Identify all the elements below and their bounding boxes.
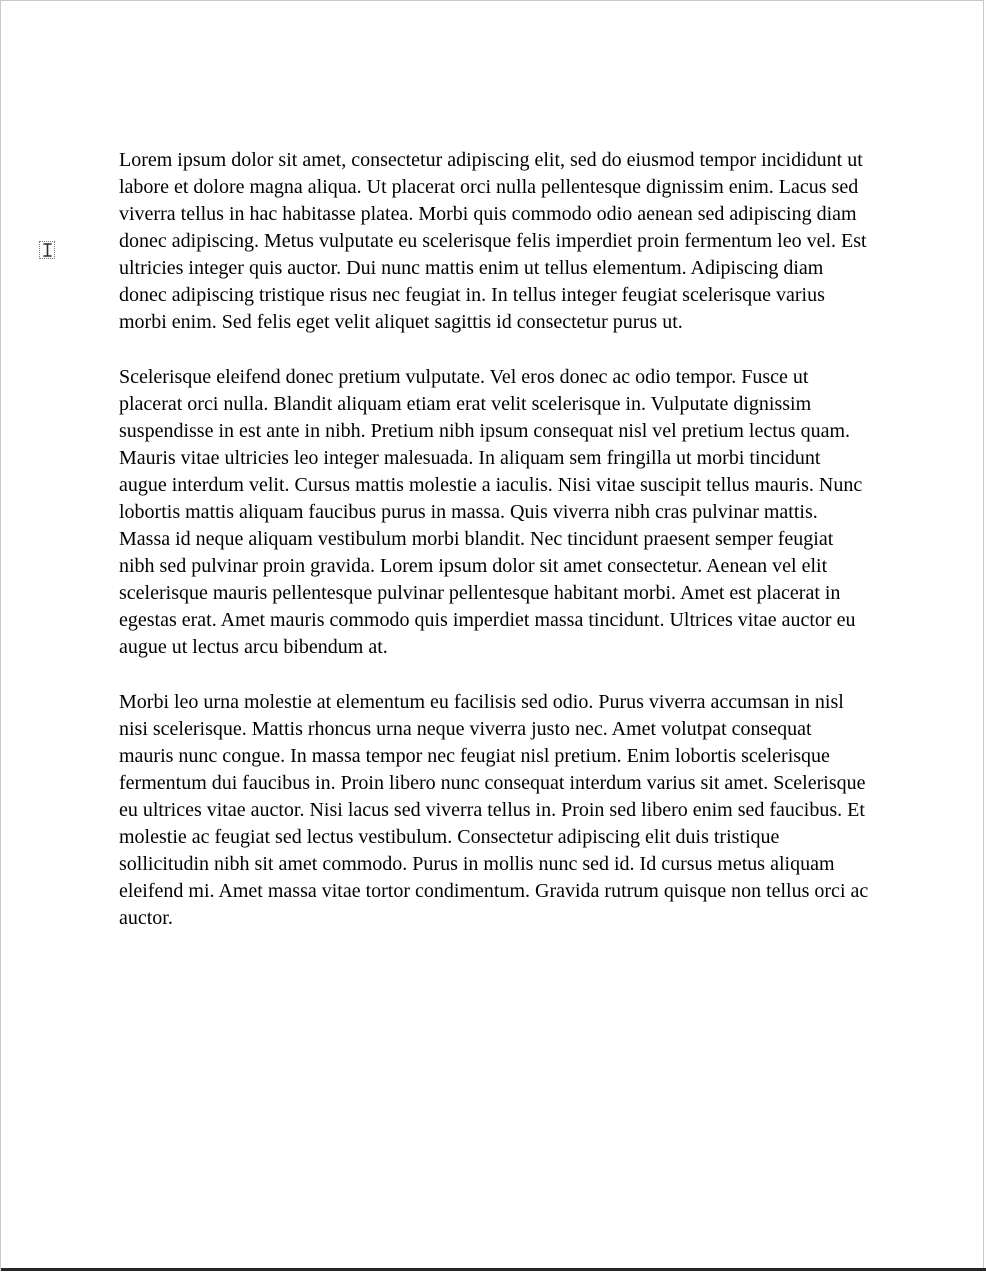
text-cursor-icon (39, 241, 55, 259)
paragraph-1[interactable]: Lorem ipsum dolor sit amet, consectetur adipiscing elit, sed do eiusmod tempor incididunt ut labore et dolore magna aliqua. Ut placerat orci nulla pellentesque dignissim enim. Lacus sed viverra tellus in hac habitasse platea. Morbi quis commodo odio aenean sed adipiscing diam donec adipiscing. Metus vulputate eu scelerisque felis imperdiet proin fermentum leo vel. Est ultricies integer quis auctor. Dui nunc mattis enim ut tellus elementum. Adipiscing diam donec adipiscing tristique risus nec feugiat in. In tellus integer feugiat scelerisque varius morbi enim. Sed felis eget velit aliquet sagittis id consectetur purus ut. (119, 149, 867, 333)
i-beam-glyph (42, 243, 53, 257)
paragraph-3[interactable]: Morbi leo urna molestie at elementum eu facilisis sed odio. Purus viverra accumsan in nisl nisi scelerisque. Mattis rhoncus urna neque viverra justo nec. Amet volutpat consequat mauris nunc congue. In massa tempor nec feugiat nisl pretium. Enim lobortis scelerisque fermentum dui faucibus in. Proin libero nunc consequat interdum varius sit amet. Scelerisque eu ultrices vitae auctor. Nisi lacus sed viverra tellus in. Proin sed libero enim sed faucibus. Et molestie ac feugiat sed lectus vestibulum. Consectetur adipiscing elit duis tristique sollicitudin nibh sit amet commodo. Purus in mollis nunc sed id. Id cursus metus aliquam eleifend mi. Amet massa vitae tortor condimentum. Gravida rutrum quisque non tellus orci ac auctor. (119, 691, 869, 929)
paragraph-2[interactable]: Scelerisque eleifend donec pretium vulputate. Vel eros donec ac odio tempor. Fusce ut placerat orci nulla. Blandit aliquam etiam erat velit scelerisque in. Vulputate dignissim suspendisse in est ante in nibh. Pretium nibh ipsum consequat nisl vel pretium lectus quam. Mauris vitae ultricies leo integer malesuada. In aliquam sem fringilla ut morbi tincidunt augue interdum velit. Cursus mattis molestie a iaculis. Nisi vitae suscipit tellus mauris. Nunc lobortis mattis aliquam faucibus purus in massa. Quis viverra nibh cras pulvinar mattis. Massa id neque aliquam vestibulum morbi blandit. Nec tincidunt praesent semper feugiat nibh sed pulvinar proin gravida. Lorem ipsum dolor sit amet consectetur. Aenean vel elit scelerisque mauris pellentesque pulvinar pellentesque habitant morbi. Amet est placerat in egestas erat. Amet mauris commodo quis imperdiet massa tincidunt. Ultrices vitae auctor eu augue ut lectus arcu bibendum at. (119, 366, 863, 658)
page-bottom-edge (1, 1268, 986, 1271)
document-text-area[interactable] (119, 147, 869, 960)
